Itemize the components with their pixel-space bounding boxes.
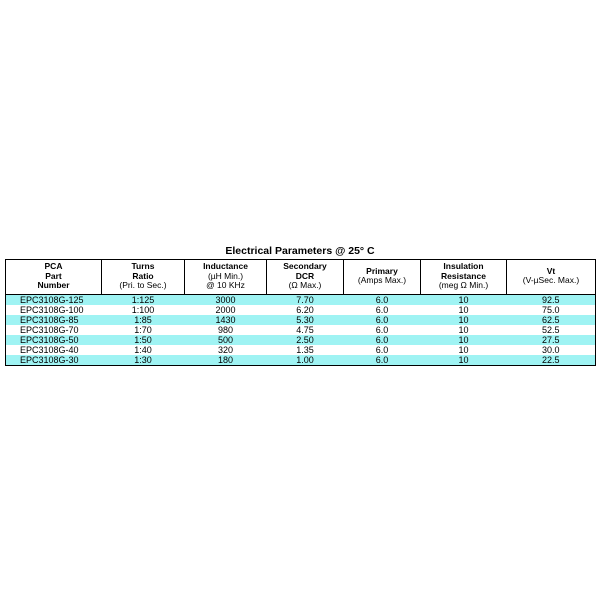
cell-vt: 27.5 [507,335,596,345]
header-label-line: Primary [366,265,398,276]
header-label-line: Ratio [132,270,154,281]
cell-primary: 6.0 [344,294,421,305]
cell-insulation-resistance: 10 [421,325,507,335]
cell-secondary-dcr: 5.30 [267,315,344,325]
header-label-line: Inductance [203,261,248,271]
header-unit-line: (Ω Max.) [288,280,322,290]
table-row [6,345,596,355]
header-secondary-dcr [267,260,344,295]
cell-vt: 30.0 [507,345,596,355]
header-turns-ratio [102,260,185,295]
cell-insulation-resistance: 10 [421,355,507,366]
cell-inductance: 3000 [185,294,267,305]
cell-part-number: EPC3108G-125 [6,294,102,305]
cell-secondary-dcr: 1.00 [267,355,344,366]
cell-insulation-resistance: 10 [421,335,507,345]
table-row [6,335,596,345]
cell-vt: 62.5 [507,315,596,325]
cell-part-number: EPC3108G-100 [6,305,102,315]
cell-turns-ratio: 1:70 [102,325,185,335]
table-title: Electrical Parameters @ 25° C [225,245,375,257]
cell-part-number: EPC3108G-50 [6,335,102,345]
cell-turns-ratio: 1:125 [102,294,185,305]
header-pca-part-number [6,260,102,295]
header-unit-line: (Amps Max.) [357,275,407,286]
cell-turns-ratio: 1:100 [102,305,185,315]
cell-part-number: EPC3108G-70 [6,325,102,335]
cell-inductance: 320 [185,345,267,355]
header-label-line: Resistance [441,270,486,281]
header-inductance [185,260,267,295]
header-unit-line: (V-µSec. Max.) [522,275,580,286]
cell-insulation-resistance: 10 [421,294,507,305]
table-body [6,294,596,365]
cell-insulation-resistance: 10 [421,345,507,355]
header-insulation-resistance [421,260,507,295]
cell-primary: 6.0 [344,345,421,355]
cell-primary: 6.0 [344,335,421,345]
cell-secondary-dcr: 4.75 [267,325,344,335]
header-label-line: Vt [546,265,556,276]
electrical-parameters-section [5,244,595,366]
cell-turns-ratio: 1:40 [102,345,185,355]
cell-vt: 22.5 [507,355,596,366]
cell-vt: 52.5 [507,325,596,335]
cell-primary: 6.0 [344,325,421,335]
cell-primary: 6.0 [344,355,421,366]
cell-inductance: 180 [185,355,267,366]
electrical-parameters-table [5,259,596,366]
table-row [6,315,596,325]
cell-part-number: EPC3108G-40 [6,345,102,355]
header-row [6,260,596,295]
cell-inductance: 500 [185,335,267,345]
cell-primary: 6.0 [344,305,421,315]
header-label-line: Number [37,280,70,290]
cell-secondary-dcr: 2.50 [267,335,344,345]
cell-inductance: 2000 [185,305,267,315]
cell-secondary-dcr: 7.70 [267,294,344,305]
header-label-line: Insulation [443,261,484,271]
cell-turns-ratio: 1:50 [102,335,185,345]
header-label-line: Secondary [283,261,327,271]
table-row [6,355,596,366]
cell-inductance: 980 [185,325,267,335]
header-vt [507,260,596,295]
cell-part-number: EPC3108G-30 [6,355,102,366]
table-row [6,325,596,335]
header-unit-line: (meg Ω Min.) [438,280,489,290]
header-unit-line: (Pri. to Sec.) [119,280,167,290]
header-label-line: PCA [44,261,63,271]
cell-turns-ratio: 1:30 [102,355,185,366]
cell-part-number: EPC3108G-85 [6,315,102,325]
table-row [6,305,596,315]
header-unit-line: @ 10 KHz [206,280,245,290]
header-label-line: DCR [295,270,315,281]
table-row [6,294,596,305]
header-unit-line: (µH Min.) [207,270,244,281]
cell-secondary-dcr: 1.35 [267,345,344,355]
cell-vt: 92.5 [507,294,596,305]
cell-primary: 6.0 [344,315,421,325]
cell-insulation-resistance: 10 [421,315,507,325]
cell-inductance: 1430 [185,315,267,325]
cell-insulation-resistance: 10 [421,305,507,315]
header-label-line: Turns [131,261,155,271]
cell-vt: 75.0 [507,305,596,315]
header-primary [344,260,421,295]
header-label-line: Part [45,270,62,281]
cell-turns-ratio: 1:85 [102,315,185,325]
cell-secondary-dcr: 6.20 [267,305,344,315]
